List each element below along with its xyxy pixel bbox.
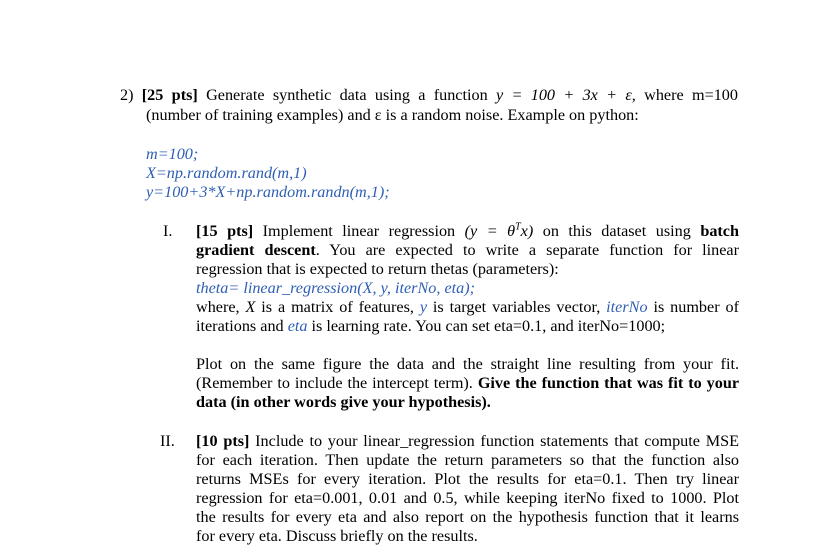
part1-marker: I. <box>163 222 173 240</box>
code-line-2: X=np.random.rand(m,1) <box>146 164 307 182</box>
hypothesis-equation: $(y = \theta^Tx)$ <box>464 221 534 240</box>
part2-line-1: [10 pts] Include to your linear_regression function statements that compute MSE <box>196 432 739 450</box>
question-line-2: (number of training examples) and ε is a random noise. Example on python: <box>146 106 639 124</box>
question-number: 2) <box>120 86 134 104</box>
part2-line-4: regression for eta=0.001, 0.01 and 0.5, while keeping iterNo fixed to 1000. Plot <box>196 489 739 507</box>
equation: y = 100 + 3x + ε, <box>496 86 636 104</box>
part2-line-5: the results for every eta and also report on the hypothesis function that it learns <box>196 508 739 526</box>
part2-marker: II. <box>160 432 175 450</box>
function-signature: theta= linear_regression(X, y, iterNo, eta); <box>196 279 476 297</box>
part1-para2-line-3: data (in other words give your hypothesis). <box>196 393 491 411</box>
part1-para2-line-2: (Remember to include the intercept term). Give the function that was fit to your <box>196 374 740 392</box>
part1-line-2: gradient descent. You are expected to write a separate function for linear <box>196 241 739 259</box>
part1-line-1: [15 pts] Implement linear regression $(y = \theta^Tx)$ on this dataset using batch <box>196 221 739 240</box>
part1-line-5: where, X is a matrix of features, y is target variables vector, iterNo is number of <box>196 298 739 316</box>
part1-line-3: regression that is expected to return thetas (parameters): <box>196 260 559 278</box>
part2-line-6: for every eta. Discuss briefly on the results. <box>196 527 478 545</box>
question-points: [25 pts] <box>141 86 198 104</box>
question-line-1: 2) [25 pts] Generate synthetic data using a function y = 100 + 3x + ε, where m=100 <box>120 86 738 104</box>
part2-line-2: for each iteration. Then update the return parameters so that the function also <box>196 451 739 469</box>
part1-para2-line-1: Plot on the same figure the data and the straight line resulting from your fit. <box>196 355 739 373</box>
part2-line-3: returns MSEs for every iteration. Plot the results for eta=0.1. Then try linear <box>196 470 739 488</box>
code-line-1: m=100; <box>146 145 199 163</box>
code-line-3: y=100+3*X+np.random.randn(m,1); <box>146 183 390 201</box>
part1-line-6: iterations and eta is learning rate. You can set eta=0.1, and iterNo=1000; <box>196 317 666 335</box>
